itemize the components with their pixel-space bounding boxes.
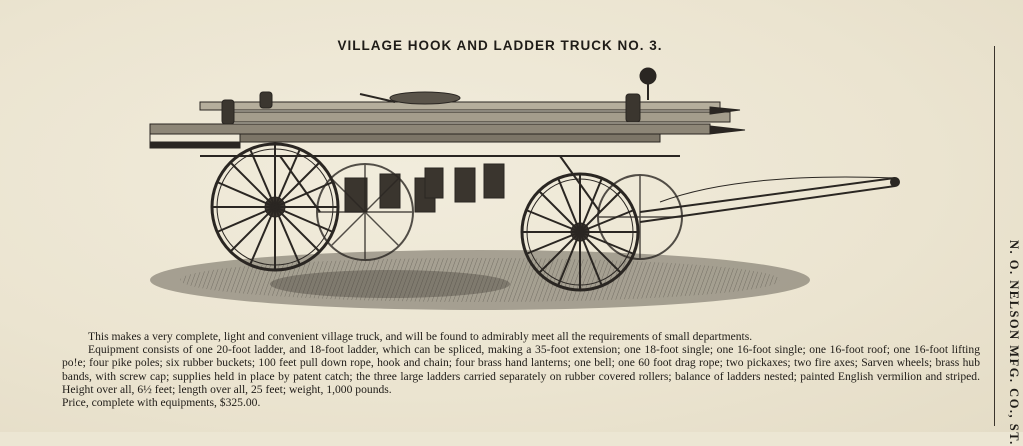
truck-illustration: [140, 62, 910, 330]
description-text: [62, 330, 980, 409]
page-title: VILLAGE HOOK AND LADDER TRUCK NO. 3.: [337, 38, 663, 53]
intro-paragraph: This makes a very complete, light and convenient village truck, and will be found to admirably meet all the requirements of small departments.: [88, 330, 753, 343]
rear-wheel: [212, 144, 338, 270]
margin-rule: [994, 46, 995, 426]
publisher-side-text: N. O. NELSON MFG. CO., ST.: [1007, 240, 1021, 446]
price-paragraph: Price, complete with equipments, $325.00.: [62, 396, 261, 410]
equipment-paragraph: Equipment consists of one 20-foot ladder, and 18-foot ladder, which can be spliced, making a 35-foot extension; one 18-foot single; one 16-foot single; one 16-foot roof; one 16-foot lifting po!e; four pike poles; six rubber buckets; 100 feet pull down rope, hook and chain; four brass hand lanterns; one bell; one 60 foot drag rope; two pickaxes; two fire axes; Sarven wheels; brass hub bands, with screw cap; supplies held in place by patent catch; the three large ladders carried separately on rubber covered rollers; balance of ladders nested; painted English vermilion and striped. Height over all, 6½ feet; length over all, 25 feet; weight, 1,000 pounds.: [62, 343, 980, 396]
front-wheel-far: [598, 175, 682, 259]
ladders: [150, 102, 745, 148]
rubber-buckets: [345, 164, 504, 212]
rear-wheel-far: [317, 164, 413, 260]
front-wheel: [522, 174, 638, 290]
